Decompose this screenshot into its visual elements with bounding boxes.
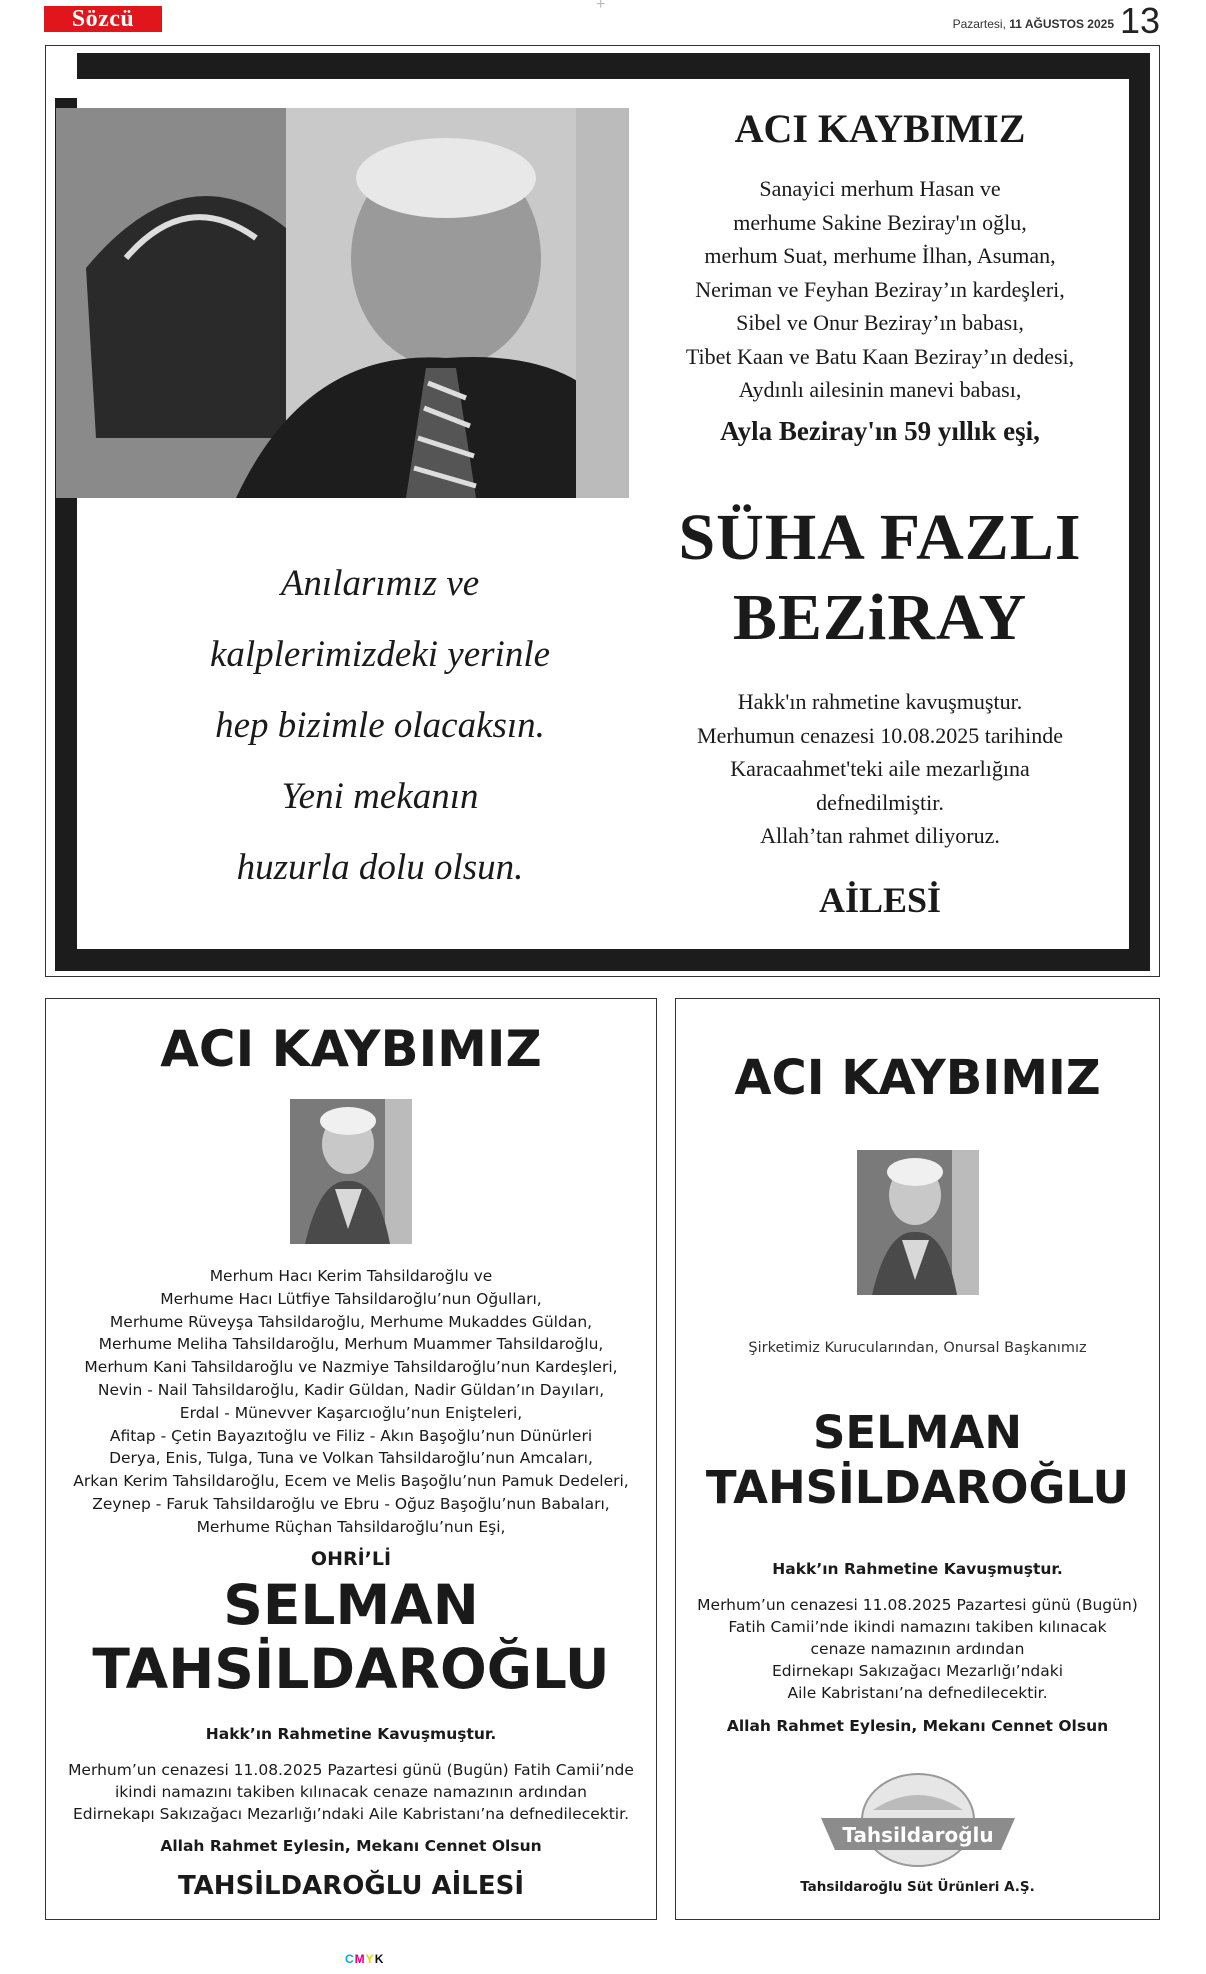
portrait-photo — [56, 108, 629, 498]
relatives-line: Merhum Kani Tahsildaroğlu ve Nazmiye Tahsildaroğlu’nun Kardeşleri, — [84, 1358, 618, 1377]
relatives-line: Nevin - Nail Tahsildaroğlu, Kadir Güldan, Nadir Güldan’ın Dayıları, — [97, 1380, 605, 1399]
deceased-name — [640, 498, 1120, 658]
name-line-1: SÜHA FAZLI — [678, 501, 1082, 574]
date-rest: 11 AĞUSTOS 2025 — [1009, 17, 1114, 31]
relatives-line: Derya, Enis, Tulga, Tuna ve Volkan Tahsildaroğlu’nun Amcaları, — [109, 1449, 593, 1468]
company-logo-graphic — [813, 1770, 1023, 1870]
prayer-line: Allah Rahmet Eylesin, Mekanı Cennet Olsun — [160, 1837, 542, 1855]
deceased-name — [45, 1573, 657, 1701]
company-role: Şirketimiz Kurucularından, Onursal Başkanımız — [748, 1340, 1087, 1356]
poem-line: Yeni mekanın — [281, 776, 479, 817]
relatives-line: Erdal - Münevver Kaşarcıoğlu’nun Enişteleri, — [179, 1403, 523, 1422]
relatives-line: Merhume Rüveyşa Tahsildaroğlu, Merhume Mukaddes Güldan, — [109, 1312, 593, 1331]
poem-line: kalplerimizdeki yerinle — [209, 634, 551, 675]
ad1-death-notice — [640, 685, 1120, 853]
issue-date — [953, 17, 1114, 31]
company-name: Tahsildaroğlu Süt Ürünleri A.Ş. — [800, 1879, 1035, 1895]
portrait-illustration — [857, 1150, 979, 1295]
relatives-line: Merhum Hacı Kerim Tahsildaroğlu ve — [209, 1267, 493, 1285]
death-line: Hakk'ın rahmetine kavuşmuştur. — [737, 689, 1023, 714]
relatives-line: Afitap - Çetin Bayazıtoğlu ve Filiz - Akın Başoğlu’nun Dünürleri — [109, 1426, 593, 1445]
cmyk-m: M — [354, 1952, 366, 1966]
name-line-2: TAHSİLDAROĞLU — [92, 1637, 610, 1701]
origin-label: OHRİ’Lİ — [310, 1548, 392, 1570]
death-line: Karacaahmet'teki aile mezarlığına — [730, 756, 1030, 781]
funeral-line: Edirnekapı Sakızağacı Mezarlığı’ndaki Aile Kabristanı’na defnedilecektir. — [72, 1805, 629, 1823]
prayer-line: Allah Rahmet Eylesin, Mekanı Cennet Olsun — [726, 1717, 1109, 1735]
deceased-name — [675, 1405, 1160, 1515]
funeral-line: Edirnekapı Sakızağacı Mezarlığı’ndaki — [771, 1662, 1064, 1680]
poem-line: Anılarımız ve — [280, 563, 480, 604]
logo-text: Tahsildaroğlu — [842, 1823, 994, 1847]
frame-side-bar — [56, 508, 76, 949]
ad1-body-line: merhume Sakine Beziray'ın oğlu, — [733, 209, 1027, 235]
ad1-body-line: Tibet Kaan ve Batu Kaan Beziray’ın dedesi, — [685, 343, 1075, 369]
relatives-line: Merhume Hacı Lütfiye Tahsildaroğlu’nun Oğulları, — [160, 1289, 542, 1308]
ad1-title: ACI KAYBIMIZ — [734, 106, 1026, 151]
portrait-illustration — [56, 108, 629, 498]
name-line-2: TAHSİLDAROĞLU — [705, 1461, 1130, 1514]
date-day: Pazartesi, — [952, 17, 1010, 31]
funeral-details — [45, 1759, 657, 1825]
cmyk-c: C — [345, 1952, 355, 1966]
portrait-photo-small — [857, 1150, 979, 1295]
name-line-2: BEZiRAY — [732, 581, 1028, 654]
relatives-line: Arkan Kerim Tahsildaroğlu, Ecem ve Melis Başoğlu’nun Pamuk Dedeleri, — [73, 1472, 629, 1491]
death-line: Allah’tan rahmet diliyoruz. — [760, 823, 1000, 848]
cmyk-y: Y — [365, 1952, 375, 1966]
ad1-body-line: Neriman ve Feyhan Beziray’ın kardeşleri, — [695, 276, 1065, 302]
cmyk-k: K — [374, 1952, 385, 1966]
ad2-title: ACI KAYBIMIZ — [160, 1020, 542, 1078]
ad1-spouse-line: Ayla Beziray'ın 59 yıllık eşi, — [720, 416, 1040, 446]
name-line-1: SELMAN — [812, 1406, 1023, 1459]
funeral-line: Aile Kabristanı’na defnedilecektir. — [787, 1684, 1048, 1702]
ad1-body-line: Sibel ve Onur Beziray’ın babası, — [736, 310, 1024, 335]
cmyk-registration — [345, 1952, 384, 1966]
relatives-line: Merhume Meliha Tahsildaroğlu, Merhum Muammer Tahsildaroğlu, — [98, 1335, 604, 1354]
poem-line: hep bizimle olacaksın. — [215, 705, 545, 746]
name-line-1: SELMAN — [223, 1573, 479, 1637]
ad1-family-signature: AİLESİ — [818, 880, 942, 920]
memorial-poem — [120, 548, 640, 903]
funeral-details — [675, 1594, 1160, 1704]
relatives-line: Merhume Rüçhan Tahsildaroğlu’nun Eşi, — [196, 1517, 506, 1536]
ad1-body-line: Sanayici merhum Hasan ve — [759, 176, 1001, 201]
funeral-line: cenaze namazının ardından — [810, 1640, 1025, 1658]
poem-line: huzurla dolu olsun. — [236, 847, 524, 888]
relatives-line: Zeynep - Faruk Tahsildaroğlu ve Ebru - Oğuz Başoğlu’nun Babaları, — [92, 1494, 610, 1513]
funeral-line: Fatih Camii’nde ikindi namazını takiben kılınacak — [728, 1618, 1107, 1636]
portrait-photo-small — [290, 1099, 412, 1244]
frame-notch — [55, 53, 77, 98]
ad2-relatives-list — [45, 1265, 657, 1539]
funeral-line: Merhum’un cenazesi 11.08.2025 Pazartesi günü (Bugün) — [697, 1596, 1138, 1614]
death-statement: Hakk’ın Rahmetine Kavuşmuştur. — [205, 1725, 497, 1743]
ad1-body — [640, 172, 1120, 407]
newspaper-logo[interactable]: Sözcü — [44, 6, 162, 32]
portrait-illustration — [290, 1099, 412, 1244]
death-line: Merhumun cenazesi 10.08.2025 tarihinde — [697, 722, 1063, 748]
death-line: defnedilmiştir. — [816, 789, 944, 815]
ad1-body-line: merhum Suat, merhume İlhan, Asuman, — [704, 243, 1056, 268]
ad3-title: ACI KAYBIMIZ — [734, 1050, 1101, 1106]
crop-mark: + — [596, 0, 606, 13]
funeral-line: Merhum’un cenazesi 11.08.2025 Pazartesi günü (Bugün) Fatih Camii’nde — [68, 1761, 634, 1779]
ad1-body-line: Aydınlı ailesinin manevi babası, — [738, 377, 1022, 402]
funeral-line: ikindi namazını takiben kılınacak cenaze namazının ardından — [115, 1783, 587, 1801]
death-statement: Hakk’ın Rahmetine Kavuşmuştur. — [772, 1560, 1063, 1578]
page-number: 13 — [1119, 0, 1160, 41]
family-signature: TAHSİLDAROĞLU AİLESİ — [177, 1871, 525, 1901]
company-logo — [813, 1770, 1023, 1870]
